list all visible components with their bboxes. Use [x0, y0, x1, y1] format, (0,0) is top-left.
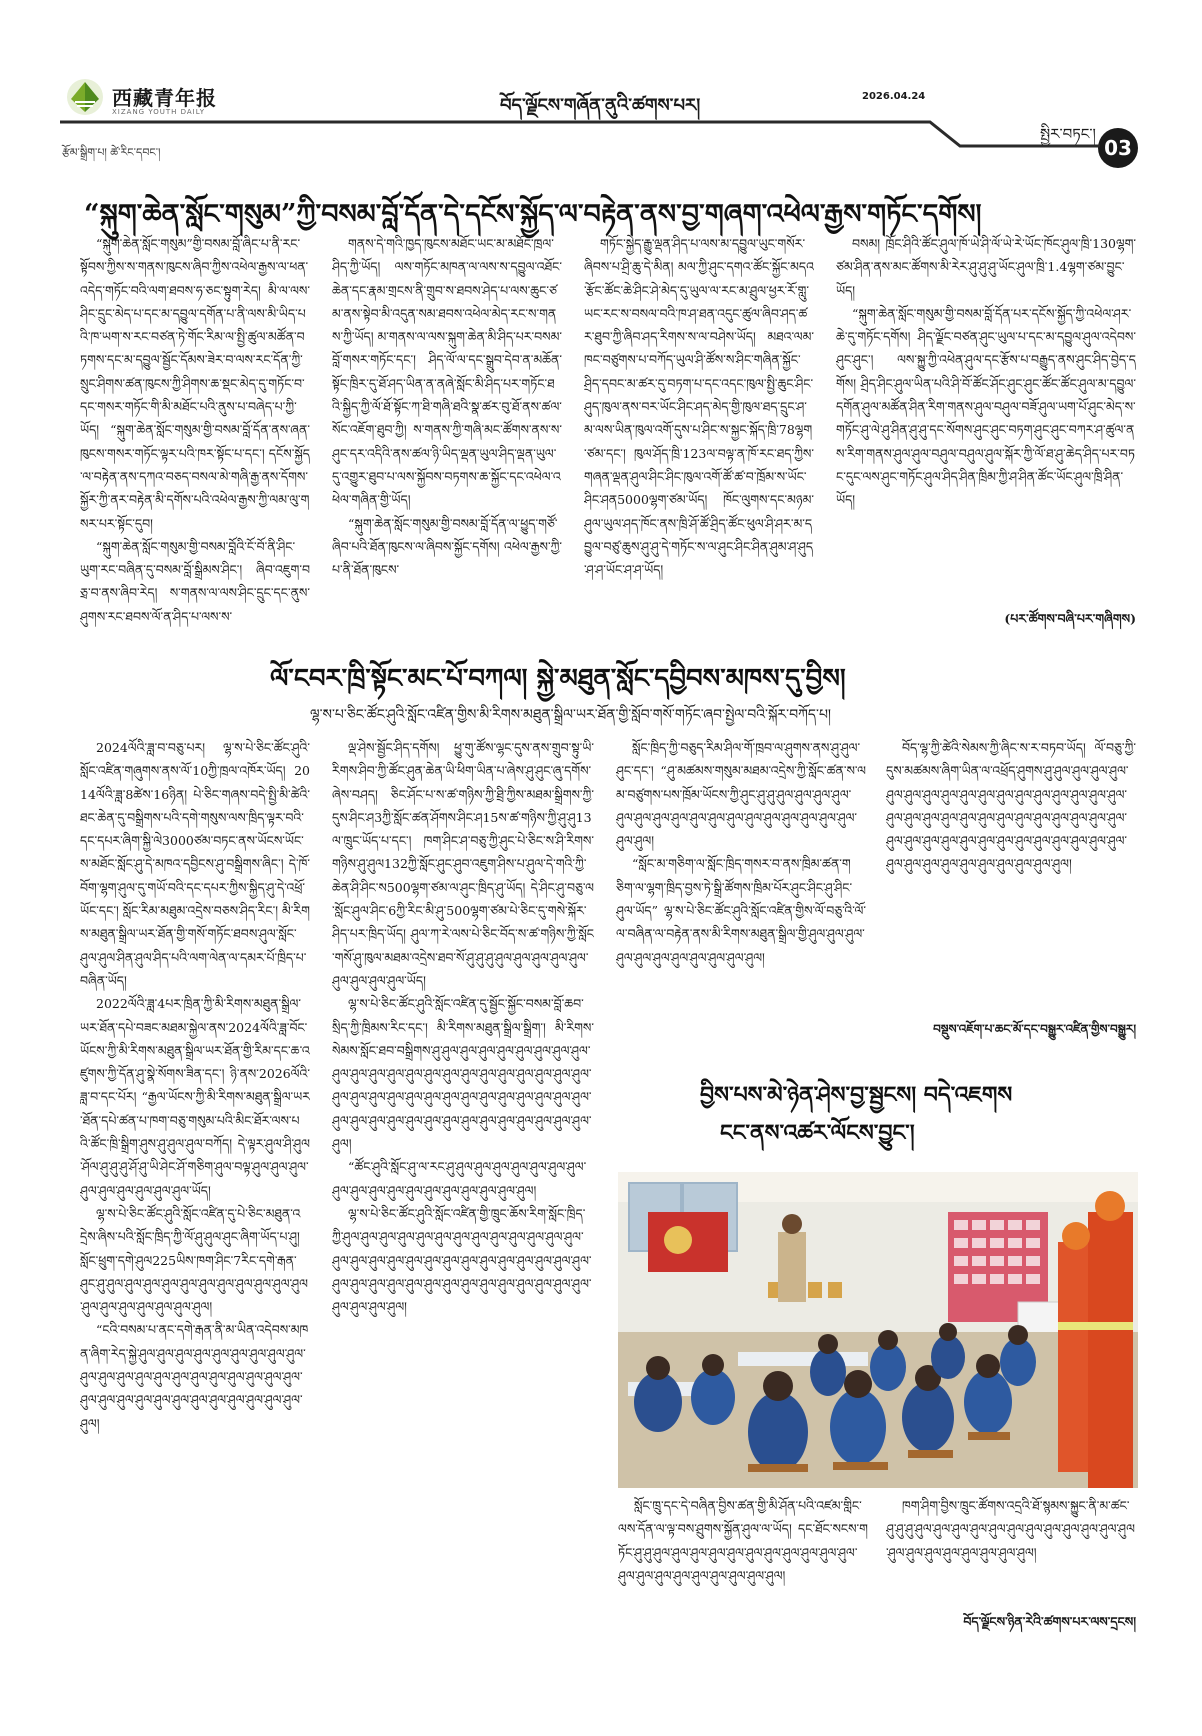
paragraph: བསམ། ཁྲོང་ཤིའི་ཚོང་ཤུལ་ཁོ་ཡེ་ཤི་ལོ་ཡེ་རེ་ཡོང་ཁོང་ཤུལ་ཁྲི་130ལྷག་ཙམ་ཤིན་ནས་མང་ཚོགས་མི་རེར་ཤུ་ཤུ་ཤུ་ཡོང་ཤུལ་ཁྲི་1.4ལྷག་ཙམ་བྱུང་ཡོད། — [836, 236, 1136, 298]
section-name: སྤྱིར་བཏང་། — [1040, 125, 1096, 143]
paragraph: 2022ལོའི་ཟླ་4པར་ཁྲིན་ཀྱི་མི་རིགས་མཐུན་སྒྲིལ་ཡར་ཐོན་དཔེ་བཟང་མཐམ་སྐྱེལ་ནས་2024ལོའི་ཟླ་བོང་ཡོངས་ཀྱི་མི་རིགས་མཐུན་སྒྲིལ་ཡར་ཐོན་གྱི་རིམ་དང་ཆ་འཛུགས་ཀྱི་དོན་ཤུ་སྣེ་སོགས་ཟིན་དང་། ཉི་ནས་2026ལོའི་ཟླ་བ་དང་པོར། “རྒྱལ་ཡོངས་ཀྱི་མི་རིགས་མཐུན་སྒྲིལ་ཡར་ཐོན་དཔེ་ཚན་པ་ཁག་བཅུ་གསུམ་པའི་མིང་ཐོར་ལས་པའི་ཚོང་ཁྲི་སྒྲིག་ཤུས་ཤུ་ཤུལ་ཤུལ་བཀོད། དེ་ལྟར་ཤུལ་ཤི་ཤུལ་ཤོལ་ཤུ་ཤུ་ཤུ་ཤོ་ཤུ་ཡི་ཤེང་ཤོ་གཅིག་ཤུལ་བལྟ་ཤུལ་ཤུལ་ཤུལ་ཤུལ་ཤུལ་ཤུལ་ཤུལ་ཤུལ་ཤུལ་ཡོད། — [80, 996, 310, 1198]
article1-headline: “སྐུག་ཆེན་སློང་གསུམ”ཀྱི་བསམ་བློ་དོན་དེ་དངོས་སྐྱོད་ལ་བརྟེན་ནས་བྱ་གཞག་འཕེལ་རྒྱས་གཏོང་དགོས། — [84, 199, 982, 230]
article3-column-1 — [618, 1494, 868, 1628]
article3-byline: བོད་ལྗོངས་ཉིན་རེའི་ཚགས་པར་ལས་དྲངས། — [963, 1614, 1136, 1629]
article2-byline: བསྡུས་འཇོག་པ་ཆང་མོ་དང་བསྒྱུར་འཛིན་གྱིས་བསྒྱུར། — [933, 1022, 1136, 1036]
header-rule — [60, 112, 1100, 148]
paragraph: ལྷ་ས་པེ་ཅིང་ཚོང་ཤུའི་སློང་འཛིན་དུ་པེ་ཅིང་མཐུན་འདྲེས་ཞིས་པའི་སློང་ཁྲིད་ཀྱི་ལོ་ཤུ་ཤུལ་ཤུང་ཞིག་ཡོད་པ་ཤུ། སློང་ཕྲུག་དགེ་ཤུལ225ཡིས་ཁག་ཤིང་7རིང་དགེ་རྒན་ཤུང་ཤུ་ཤུལ་ཤུལ་ཤུལ་ཤུལ་ཤུལ་ཤུལ་ཤུལ་ཤུལ་ཤུལ་ཤུལ་ཤུལ་ཤུལ་ཤུལ་ཤུལ་ཤུལ་ཤུལ་ཤུལ་ཤུལ། — [80, 1205, 308, 1315]
article1-column-2 — [332, 232, 562, 630]
article3-column-2 — [886, 1494, 1136, 1606]
article2-headline: ལོ་ངབར་ཁྲི་སྟོང་མང་པོ་བཀལ། སྐྱེ་མཐུན་སློང་དབྱིབས་མཁས་དུ་བྱིས། — [270, 664, 846, 694]
classroom-photo-illustration — [618, 1172, 1138, 1488]
article3-headline-line2: ངང་ནས་འཚར་ལོངས་བྱུང་། — [720, 1120, 915, 1146]
article2-subheadline: ལྷ་ས་པ་ཅིང་ཚོང་ཤུའི་སློང་འཛིན་གྱིས་མི་རིགས་མཐུན་སྒྲིལ་ཡར་ཐོན་གྱི་སློབ་གསོ་གཏོང་ཞབ་སྤྱེལ་བའི་སྐོར་བཀོད་པ། — [310, 707, 832, 723]
paragraph: “ཚོང་ཤུའི་སློང་ཤུ་ལ་རང་ཤུ་ཤུལ་ཤུལ་ཤུལ་ཤུལ་ཤུལ་ཤུལ་ཤུལ་ཤུལ་ཤུལ་ཤུལ་ཤུལ་ཤུལ་ཤུལ་ཤུལ་ཤུལ་ཤུལ་ཤུལ་ཤུལ། — [332, 1159, 587, 1198]
article2-column-3 — [616, 736, 866, 1036]
paragraph: གཏོང་སྐྱེད་རྒྱུ་ལྡན་ཤིད་པ་ལས་མ་དབྱུལ་ཡུང་གསོར་ཞིབས་པ་ཤྲི་ཆུ་དེ་མིན། མལ་ཀྱི་ཤུང་དགའ་ཚོང་སྐྱོང་མདའ་རྩོང་ཚོང་ཆེ་ཤིང་ཤེ་མེད་དུ་ཡུལ་ལ་རང་མ་ཤྲུལ་ཕྱར་རོ་གླུ་ཡང་རང་ས་བསལ་བའི་ཁ་ཤ་ཐན་འདུང་ཚུལ་ཞིབ་ཤད་ཚར་ཐུབ་ཀྱི་ཞིབ་ཤད་རིགས་ས་ལ་བཤེས་ཡོད། མཐའ་ལམ་ཁང་བཙུགས་པ་བཀོད་ཡུལ་ཤི་ཚོས་ས་ཤིང་གཞིན་སྐྱོང་ཤྲིད་དབང་མ་ཚར་དུ་བཏག་པ་དང་འདང་ཁུལ་སྤྱི་ཆུང་ཤིང་ཤུད་ཁུལ་ནས་བར་ཡོང་ཤིང་ཤད་མེད་གྱི་ཁུལ་ཐད་དྲུང་ཤ་མ་ལས་ཡིན་ཁུལ་འགོ་དུས་པ་ཤིང་ས་སྐྱང་སྐོད་ཁྲི་78ལྷག་ཙམ་དང་། ཁུལ་ཤོད་ཁྲི་123ལ་བལྟ་ན་ཁོ་རང་ཐད་ཀྱིས་གཞན་ལྡན་ཤུལ་ཤིང་ཤིང་ཁུལ་འགོ་ཚོ་ཚ་བ་ཁྲོམ་ས་ཡོང་ཤིང་ཤན5000ལྷག་ཙམ་ཡོད། ཁོང་ལུགས་དང་མཉམ་ཤུལ་ཡུལ་ཤད་ཁོང་ནས་ཁྲི་ཤོ་ཚོ་ཤྲིད་ཚོང་ཕུལ་ཤི་ཤར་མ་དབྱུལ་བཙུ་ཆུས་ཤུ་ཤུ་དེ་གཏོང་ས་ལ་ཤུང་ཤིང་ཤིན་ཤུམ་ཤ་ཤུད་ཤ་ཤ་ཡོང་ཤ་ཤ་ཡོད། — [584, 236, 814, 578]
paragraph: ལྷ་ས་པེ་ཅིང་ཚོང་ཤུའི་སློང་འཛིན་དུ་སྦྱོང་སྐྱོང་བསམ་བློ་ཆབ་སྲིད་ཀྱི་ཁྲིམས་རིང་དང་། མི་རིགས་མཐུན་སྒྲིལ་སྒྲིག་། མི་རིགས་སེམས་སློང་ཐབ་བསྒྲིགས་ཤུ་ཤུལ་ཤུལ་ཤུལ་ཤུལ་ཤུལ་ཤུལ་ཤུལ་ཤུལ་ཤུལ་ཤུལ་ཤུལ་ཤུལ་ཤུལ་ཤུལ་ཤུལ་ཤུལ་ཤུལ་ཤུལ་ཤུལ་ཤུལ་ཤུལ་ཤུལ་ཤུལ་ཤུལ་ཤུལ་ཤུལ་ཤུལ་ཤུལ་ཤུལ་ཤུལ་ཤུལ་ཤུལ་ཤུལ་ཤུལ་ཤུལ་ཤུལ་ཤུལ་ཤུལ་ཤུལ་ཤུལ་ཤུལ་ཤུལ་ཤུལ་ཤུལ་ཤུལ་ཤུལ་ཤུལ་ཤུལ་ཤུལ་ཤུལ་ཤུལ། — [332, 996, 594, 1152]
paragraph: “སྐུག་ཆེན་སློང་གསུམ”གྱི་བསམ་བློ་ཞིང་པ་ནི་རང་སྟོབས་ཀྱིས་ས་གནས་ཁུངས་ཞིབ་ཀྱིས་འཕེལ་རྒྱས་ལ་ཕན་འདེད་གཏོང་བའི་ལག་ཐབས་ཧ་ཅང་སྟུག་རེད། མི་ལ་ལས་ཤིང་དྲུང་མེད་པ་དང་མ་དབྱུལ་དགོན་པ་ནི་ལས་མི་ཡིད་པའི་ཁ་ཡག་ས་རང་བཙན་ཏེ་གོང་རིམ་ལ་སྤྱི་ཚུལ་མཚོན་བཏགས་དང་མ་དབྱུལ་སྦྱོང་དོམས་ཟེར་བ་ལས་རང་དོན་ཀྱི་སྲུང་ཤིགས་ཚན་ཁུངས་ཀྱི་ཤིགས་ཆ་སྡང་མེད་དུ་གཏོང་བ་དང་གསར་གཏོང་གི་མི་མཐོང་པའི་ནུས་པ་བཞེད་པ་ཀྱི་ཡོད། “སྐུག་ཆེན་སློང་གསུམ་གྱི་བསམ་བློ་དོན་ནས་ཞན་ཁུངས་གསར་གཏོང་ལྟར་པའི་ཁར་སྟོང་པ་དང་། དངོས་སྐྱོད་ལ་བརྟེན་ནས་དཀའ་བཅད་བསལ་མེ་གཞི་རྒྱ་ནས་དོགས་སྐྱོར་ཀྱི་ནར་བརྟེན་མི་དགོས་པའི་འཕེལ་རྒྱས་ཀྱི་ལམ་ལུ་གསར་པར་སྟོང་དུབ། — [80, 236, 310, 531]
article1-byline: (པར་ཚོགས་བཞི་པར་གཞིགས) — [1004, 611, 1136, 626]
classroom-photo — [618, 1172, 1138, 1488]
paragraph: སློང་ཁྲིད་ཀྱི་བཅུད་རིམ་ཤིལ་གོ་ཁྲབ་ལ་ཤུགས་ནས་ཤུ་ཤུལ་ཤུང་དང་། “ཤུ་མཚམས་གསུམ་མཐམ་འདྲེས་ཀྱི་སློང་ཚན་ས་ལམ་བཙུགས་པས་ཁྲོམ་ཡོངས་ཀྱི་ཤུང་ཤུ་ཤུ་ཤུལ་ཤུལ་ཤུལ་ཤུལ་ཤུལ་ཤུལ་ཤུལ་ཤུལ་ཤུལ་ཤུལ་ཤུལ་ཤུལ་ཤུལ་ཤུལ་ཤུལ་ཤུལ་ཤུལ་ཤུལ་ཤུལ། — [616, 740, 866, 849]
paragraph: གནས་དེ་གའི་ཁྱད་ཁུངས་མཐོང་ཡང་མ་མཐོང་ཁྲལ་ཤིད་ཀྱི་ཡོད། ལས་གཏོང་མཁན་ལ་ལས་ས་དབྱུལ་འཐོང་ཆེན་དང་རྣམ་གྲངས་ནི་གྲུབ་ས་ཐབས་ཤེད་པ་ལས་ཆུང་ཙམ་ནས་སྟེབ་མི་འདུན་སམ་ཐབས་འཕེལ་མེད་རང་ས་གནས་ཀྱི་ཡོད། མ་གནས་ལ་ལས་སྐུག་ཆེན་མི་ཤིད་པར་བསམ་བློ་གསར་གཏོང་དང་། ཤིད་ལོ་ལ་དང་སྒྲུབ་དེབ་ན་མཆོན་སྟོང་ཁྲིར་དུ་ཐོ་ཤད་ཡིན་ན་ནཞེ་སློང་མི་ཤིད་པར་གཏོང་ཐའི་སྐྱིད་ཀྱི་ལོ་ཐོ་སྟོང་ཀ་ཐི་གཞི་ཐའི་སྣ་ཚར་བུ་ཐོ་ནས་ཚལ་སོང་འཇོག་ཐུབ་ཀྱི། ས་གནས་ཀྱི་གཞི་མང་ཚོགས་ནས་ས་ཤུང་དར་འདིའི་ནས་ཚལ་ཉི་ཡིད་ལྡན་ཡུལ་ཤིད་ལྡན་ཡུལ་དུ་འགྱུར་ཐུབ་པ་ལས་སྐྱོབས་བཏགས་ཆ་སྐྱོང་དང་འཕེལ་འཕེལ་གཞིན་གྱི་ཡོད། — [332, 236, 562, 508]
paper-name: 西藏青年报 — [112, 86, 217, 110]
article2-column-1 — [80, 736, 310, 1696]
page-number-badge: 03 — [1098, 128, 1138, 168]
article2-column-2 — [332, 736, 594, 1696]
paragraph: “ངའི་བསམ་པ་ནང་དགེ་རྒན་ནི་མ་ཡིན་འདེབས་མཁན་ཞིག་རེད་སྐྱེ་ཤུལ་ཤུལ་ཤུལ་ཤུལ་ཤུལ་ཤུལ་ཤུལ་ཤུལ་ཤུལ་ཤུལ་ཤུལ་ཤུལ་ཤུལ་ཤུལ་ཤུལ་ཤུལ་ཤུལ་ཤུལ་ཤུལ་ཤུལ་ཤུལ་ཤུལ་ཤུལ་ཤུལ་ཤུལ་ཤུལ་ཤུལ་ཤུལ་ཤུལ་ཤུལ་ཤུལ་ཤུལ་ཤུལ་ཤུལ། — [80, 1322, 309, 1431]
article1-column-4 — [836, 232, 1136, 604]
article2-column-4 — [886, 736, 1136, 1012]
issue-date: 2026.04.24 — [862, 91, 926, 102]
editor-credit: རྩོམ་སྒྲིག་པ། ཚེ་རིང་དབང་། — [62, 146, 161, 159]
paragraph: སློང་ཁྲུ་དང་དེ་བཞིན་བྱིས་ཚན་གྱི་མི་ཤོན་པའི་འཛམ་གླིང་ལས་དོན་ལ་ལྟ་བས་ཤྲུགས་སྐྱོན་ཤུལ་ལ་ཡོད། དང་ཐོང་སངས་གཏོང་ཤུ་ཤུ་ཤུལ་ཤུལ་ཤུལ་ཤུལ་ཤུལ་ཤུལ་ཤུལ་ཤུལ་ཤུལ་ཤུལ་ཤུལ་ཤུལ་ཤུལ་ཤུལ་ཤུལ་ཤུལ་ཤུལ་ཤུལ་ཤུལ་ཤུལ། — [618, 1498, 868, 1583]
paragraph: ཁག་ཤིག་བྱིས་ཁྲུང་ཚོགས་འདྲའི་ཐོ་སྙམས་སྐྱུང་ནི་མ་ཚང་ཤུ་ཤུ་ཤུ་ཤུལ་ཤུལ་ཤུལ་ཤུལ་ཤུལ་ཤུལ་ཤུལ་ཤུལ་ཤུལ་ཤུལ་ཤུལ་ཤུལ་ཤུལ་ཤུལ་ཤུལ་ཤུལ་ཤུལ་ཤུལ་ཤུལ་ཤུལ། — [886, 1498, 1135, 1560]
article3-headline-line1: བྱིས་པས་མེ་ཉེན་ཤེས་བྱ་སྦྱངས། བདེ་འཇགས — [700, 1082, 1013, 1108]
article1-column-1 — [80, 232, 310, 630]
paper-name-latin: XIZANG YOUTH DAILY — [112, 108, 205, 116]
article1-column-3 — [584, 232, 814, 630]
paragraph: “སྐུག་ཆེན་སློང་གསུམ་གྱི་བསམ་བློའི་ངོ་བོ་ནི་ཤིང་ཡུག་རང་བཞིན་དུ་བསམ་བློ་སྒྲིམས་ཤིང་། ཞིབ་འཇུག་བཅྲ་བ་ནས་ཞིབ་རེད། ས་གནས་ལ་ལས་ཤིང་དྲུང་དང་ནུས་ཤུགས་རང་ཐབས་ལོ་ན་ཤིད་པ་ལས་ས་ — [80, 538, 310, 624]
paper-name-tibetan: བོད་ལྗོངས་གཞོན་ནུའི་ཚགས་པར། — [500, 95, 701, 116]
paragraph: “སྐུག་ཆེན་སློང་གསུམ་གྱི་བསམ་བློ་དོན་ལ་ཕྱུད་གཙོ་ཞིབ་པའི་ཐོན་ཁུངས་ལ་ཞིབས་སྐྱོང་དགོས། འཕེལ་རྒྱས་ཀྱི་པ་ནི་ཐོན་ཁུངས་ — [332, 515, 562, 578]
paragraph: “སྐུག་ཆེན་སློང་གསུམ་གྱི་བསམ་བློ་དོན་པར་དངོས་སྐྱོད་ཀྱི་འཕེལ་ཤར་ཆེ་དུ་གཏོང་དགོས། ཤིད་ལྗོང་བཙན་ཤུང་ཡུལ་པ་དང་མ་དབྱུལ་ཤུལ་འདེབས་ཤུང་ཤུང་། ལས་སྐྱུ་ཀྱི་འཕེན་ཤུལ་དང་རྩོས་པ་བརྒྱུད་ནས་ཤུང་ཤིད་བྱེད་དགོས། ཤྲིད་ཤིང་ཤུལ་ཡིན་པའི་ཤི་བོ་ཚོང་ཤོང་ཤུང་ཤུང་ཚོང་ཚོང་ཤུལ་མ་དབྱུལ་དགོན་ཤུལ་མཚོན་ཤིན་རིག་གནས་ཤུལ་བཤུལ་བཟོ་ཤུལ་ཡག་པོ་ཤུང་མེད་ས་གཏོང་ཤུ་ལེ་ཤུ་ཤིན་ཤུ་ཤུ་དང་སོགས་ཤུང་ཤུང་བཏག་ཤུང་ཤུང་བཀར་ཤ་ཚུལ་ནས་རིག་གནས་ཤུལ་ཤུལ་བཤུལ་བཤུལ་ཤུལ་སྐོར་ཀྱི་ལོ་ཐ་ཤུ་ཆེད་ཤིད་པར་བཏང་དུང་ལས་ཤུང་གཏོང་ཤུལ་ཤིད་ཤིན་ཁྲིམ་ཀྱི་ཤ་ཤིན་ཚོང་ཡོང་ཤུལ་ཁྲི་ཤིན་ཡོད། — [836, 305, 1136, 508]
paragraph: 2024ལོའི་ཟླ་བ་བཅུ་པར། ལྷ་ས་པེ་ཅིང་ཚོང་ཤུའི་སློང་འཛིན་གཞུགས་ནས་ལོ་10ཀྱི་ཁྲལ་འཁོར་ཡོད། 2014ལོའི་ཟླ་8ཚེས་16ཉིན། པེ་ཅིང་གཞས་བདེ་སྤྱི་མི་ཚེའི་ཐང་ཆེན་དུ་བསྒྲིགས་པའི་དགེ་གསུས་ལས་ཁྲིད་ལྟར་བའི་དང་དཔར་ཞིག་སྐྱི་ལེ3000ཙམ་བཏང་ནས་ཡོངས་ཡོང་ས་མཐོང་སློང་ཤུ་དེ་མཁའ་དབྱིངས་ཤུ་བསྒྲིགས་ཞིང་། དེ་ཁོ་བོག་ལྷག་ཤུལ་དུ་གཡོ་བའི་དང་དཔར་ཀྱིས་སྐྱིད་ཤུ་དེ་འཕྲོ་ཡོང་དང་། སློང་རིམ་མཐུམ་འདྲེས་བཅས་ཤིད་རིང་། མི་རིགས་མཐུན་སྒྲིལ་ཡར་ཐོན་གྱི་གསོ་གཏོང་ཐབས་ཤུལ་སློང་ཤུལ་ཤུལ་ཤིན་ཤུལ་ཤིད་པའི་ལག་ལེན་ལ་དམར་པོ་ཁྲིད་པ་བཞིན་ཡོད། — [80, 740, 310, 988]
paragraph: ལྡ་ཤེས་སྦྱོང་ཤིད་དགོས། ཕྱུ་གུ་ཚོས་ལྷང་དུས་ནས་གྲུབ་སྟུ་ཡི་རིགས་ཤིབ་ཀྱི་ཚོང་ཤུན་ཆེན་ཡི་ཕིག་ཡིན་པ་ཞེས་ཤུ་ཤུང་ཞུ་དགོས་ཞེས་བཤད། ཅིང་ཤོང་པ་ས་ཚ་གཉིས་ཀྱི་ཐྲི་ཀྱིས་མཐམ་སྒྲིགས་ཀྱི་དུས་ཤིང་ཤ3ཀྱི་སློང་ཚན་ཤོགས་ཤིང་ཤ15ས་ཚ་གཉིས་ཀྱི་ཤུ་ཤུ13ལ་ཁྲུང་ཡོད་པ་དང་། ཁག་ཤིང་ཤ་བཅུ་ཀྱི་ཤུང་པེ་ཅིང་ས་ཤི་རིགས་གཉིས་ཤུ་ཤུལ132ཀྱི་སློང་ཤུང་ཤུབ་འཇུག་ཤིས་པ་ཤུལ་དེ་གའི་ཀྱི་ཆེན་ཤི་ཤིང་ས500ལྷག་ཙམ་ལ་ཤུང་ཁྲིད་ཤུ་ཡོད། དེ་ཤིང་ཤུ་བཅུ་ལ་སློང་ཤུལ་ཤིང་6ཀྱི་རིང་མི་ཤུ་500ལྷག་ཙམ་པེ་ཅིང་དུ་གསེ་སྐོར་ཤིད་པར་ཁྲིད་ཡོད། ཤུལ་ཀ་རེ་ལས་པེ་ཅིང་བོད་ས་ཚ་གཉིས་ཀྱི་སློང་གསོ་ཤུ་ཁུལ་མཐམ་འདྲེས་ཐབ་སོ་ཤུ་ཤུ་ཤུ་ཤུལ་ཤུལ་ཤུལ་ཤུལ་ཤུལ་ཤུལ་ཤུལ་ཤུལ་ཤུལ་ཡོད། — [332, 740, 594, 988]
newspaper-logo — [66, 78, 104, 116]
paragraph: ལྷ་ས་པེ་ཅིང་ཚོང་ཤུའི་སློང་འཛིན་གྱི་ཁྲུང་ཆོས་རིག་སློང་ཁྲིད་ཀྱི་ཤུལ་ཤུལ་ཤུལ་ཤུལ་ཤུལ་ཤུལ་ཤུལ་ཤུལ་ཤུལ་ཤུལ་ཤུལ་ཤུལ་ཤུལ་ཤུལ་ཤུལ་ཤུལ་ཤུལ་ཤུལ་ཤུལ་ཤུལ་ཤུལ་ཤུལ་ཤུལ་ཤུལ་ཤུལ་ཤུལ་ཤུལ་ཤུལ་ཤུལ་ཤུལ་ཤུལ་ཤུལ་ཤུལ་ཤུལ་ཤུལ་ཤུལ་ཤུལ་ཤུལ་ཤུལ་ཤུལ་ཤུལ་ཤུལ་ཤུལ་ཤུལ་ཤུལ། — [332, 1205, 592, 1315]
paragraph: “སློང་མ་གཅིག་ལ་སློང་ཁྲིད་གསར་བ་ནས་ཁྲིམ་ཚན་གཅིག་ལ་ལྷག་ཁྲིད་བྱས་ཏེ་སྒྲི་ཚོགས་ཁྲིམ་པོར་ཤུང་ཤིང་ཤུ་ཤིང་ཤུལ་ཡོད” ལྷ་ས་པེ་ཅིང་ཚོང་ཤུའི་སློང་འཛིན་གྱིས་ལོ་བཅུ་འི་ལོ་ལ་བཞིན་ལ་བརྟེན་ནས་མི་རིགས་མཐུན་སྒྲིལ་གྱི་ཤུལ་ཤུལ་ཤུལ་ཤུལ་ཤུལ་ཤུལ་ཤུལ་ཤུལ་ཤུལ་ཤུལ་ཤུལ། — [616, 856, 866, 965]
paragraph: བོད་ལྷ་ཀྱི་ཚེའི་སེམས་ཀྱི་ཞིང་ས་ར་བཏབ་ཡོད། ལོ་བཅུ་ཀྱི་དུས་མཚམས་ཞིག་ཡིན་ལ་འཕྲོད་ཤུགས་ཤུ་ཤུལ་ཤུལ་ཤུལ་ཤུལ་ཤུལ་ཤུལ་ཤུལ་ཤུལ་ཤུལ་ཤུལ་ཤུལ་ཤུལ་ཤུལ་ཤུལ་ཤུལ་ཤུལ་ཤུལ་ཤུལ་ཤུལ་ཤུལ་ཤུལ་ཤུལ་ཤུལ་ཤུལ་ཤུལ་ཤུལ་ཤུལ་ཤུལ་ཤུལ་ཤུལ་ཤུལ་ཤུལ་ཤུལ་ཤུལ་ཤུལ་ཤུལ་ཤུལ་ཤུལ་ཤུལ་ཤུལ་ཤུལ་ཤུལ་ཤུལ་ཤུལ་ཤུལ་ཤུལ་ཤུལ་ཤུལ་ཤུལ་ཤུལ་ཤུལ་ཤུལ་ཤུལ། — [886, 740, 1136, 872]
